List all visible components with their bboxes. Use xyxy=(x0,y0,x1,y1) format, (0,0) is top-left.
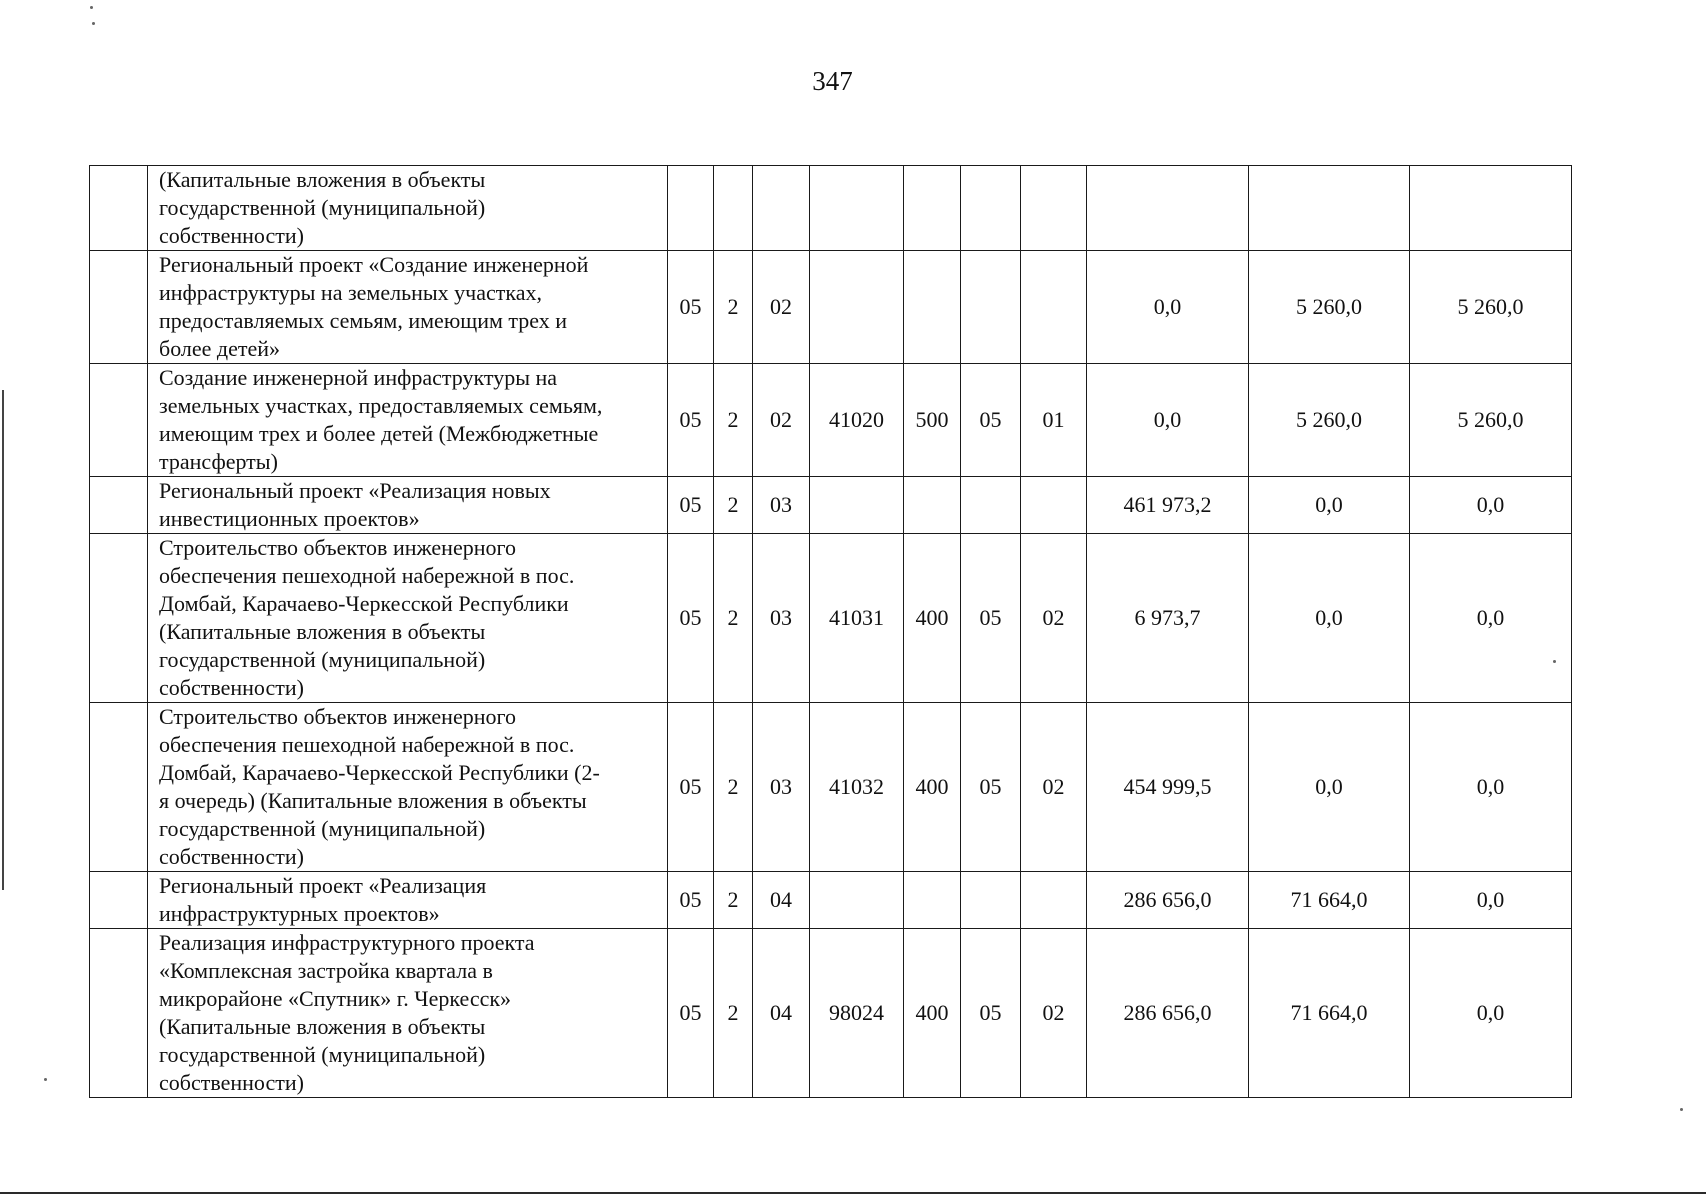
code-cell-c1: 05 xyxy=(668,364,714,477)
amount-cell-a3: 0,0 xyxy=(1410,703,1572,872)
item-name-line: Реализация инфраструктурного проекта xyxy=(159,930,535,955)
item-name-line: инфраструктурных проектов» xyxy=(159,901,440,926)
table-row xyxy=(90,166,1572,251)
row-number-cell xyxy=(90,534,148,703)
item-name-line: Региональный проект «Реализация новых xyxy=(159,478,551,503)
item-name-cell xyxy=(148,364,668,477)
item-name-line: более детей» xyxy=(159,336,281,361)
code-cell-c1: 05 xyxy=(668,703,714,872)
scan-speck xyxy=(90,6,93,9)
item-name-line: государственной (муниципальной) xyxy=(159,195,486,220)
item-name-line: микрорайоне «Спутник» г. Черкесск» xyxy=(159,986,512,1011)
amount-cell-a2: 0,0 xyxy=(1249,703,1410,872)
code-cell-c3: 03 xyxy=(753,703,810,872)
code-cell-c5: 500 xyxy=(904,364,961,477)
amount-cell-a3: 0,0 xyxy=(1410,929,1572,1098)
scan-margin-line xyxy=(2,390,4,890)
code-cell-c4 xyxy=(810,251,904,364)
item-name-cell xyxy=(148,166,668,251)
code-cell-c6 xyxy=(961,166,1021,251)
code-cell-c2: 2 xyxy=(714,251,753,364)
item-name-line: государственной (муниципальной) xyxy=(159,647,486,672)
code-cell-c5: 400 xyxy=(904,534,961,703)
item-name-line: Домбай, Карачаево-Черкесской Республики xyxy=(159,591,569,616)
code-cell-c2: 2 xyxy=(714,477,753,534)
amount-cell-a1: 286 656,0 xyxy=(1087,872,1249,929)
code-cell-c7: 02 xyxy=(1021,703,1087,872)
item-name-line: Домбай, Карачаево-Черкесской Республики (2- xyxy=(159,760,600,785)
code-cell-c3: 03 xyxy=(753,477,810,534)
code-cell-c2: 2 xyxy=(714,872,753,929)
code-cell-c3: 02 xyxy=(753,251,810,364)
item-name-cell xyxy=(148,703,668,872)
code-cell-c2: 2 xyxy=(714,364,753,477)
amount-cell-a2 xyxy=(1249,166,1410,251)
table-row xyxy=(90,364,1572,477)
code-cell-c5 xyxy=(904,166,961,251)
code-cell-c1: 05 xyxy=(668,929,714,1098)
code-cell-c4: 98024 xyxy=(810,929,904,1098)
amount-cell-a1: 0,0 xyxy=(1087,251,1249,364)
code-cell-c6: 05 xyxy=(961,364,1021,477)
code-cell-c3: 04 xyxy=(753,872,810,929)
item-name-cell xyxy=(148,872,668,929)
code-cell-c1: 05 xyxy=(668,251,714,364)
item-name-cell xyxy=(148,534,668,703)
budget-table xyxy=(89,165,1572,1098)
table-row xyxy=(90,703,1572,872)
code-cell-c5 xyxy=(904,477,961,534)
code-cell-c6: 05 xyxy=(961,929,1021,1098)
item-name-line: Строительство объектов инженерного xyxy=(159,704,516,729)
code-cell-c2 xyxy=(714,166,753,251)
amount-cell-a3: 0,0 xyxy=(1410,872,1572,929)
item-name-line: обеспечения пешеходной набережной в пос. xyxy=(159,563,575,588)
code-cell-c3 xyxy=(753,166,810,251)
item-name-line: Региональный проект «Создание инженерной xyxy=(159,252,589,277)
scan-speck xyxy=(44,1078,47,1081)
amount-cell-a1: 286 656,0 xyxy=(1087,929,1249,1098)
table-row xyxy=(90,534,1572,703)
item-name-line: собственности) xyxy=(159,844,304,869)
scan-speck xyxy=(92,22,95,25)
item-name-line: Региональный проект «Реализация xyxy=(159,873,487,898)
item-name-line: я очередь) (Капитальные вложения в объекты xyxy=(159,788,587,813)
row-number-cell xyxy=(90,166,148,251)
item-name-line: Строительство объектов инженерного xyxy=(159,535,516,560)
item-name-line: собственности) xyxy=(159,675,304,700)
row-number-cell xyxy=(90,872,148,929)
amount-cell-a2: 71 664,0 xyxy=(1249,872,1410,929)
code-cell-c7 xyxy=(1021,872,1087,929)
amount-cell-a2: 5 260,0 xyxy=(1249,364,1410,477)
item-name-line: обеспечения пешеходной набережной в пос. xyxy=(159,732,575,757)
row-number-cell xyxy=(90,364,148,477)
code-cell-c3: 03 xyxy=(753,534,810,703)
code-cell-c6: 05 xyxy=(961,703,1021,872)
code-cell-c6 xyxy=(961,872,1021,929)
item-name-line: собственности) xyxy=(159,223,304,248)
item-name-line: предоставляемых семьям, имеющим трех и xyxy=(159,308,568,333)
code-cell-c4: 41032 xyxy=(810,703,904,872)
item-name-line: государственной (муниципальной) xyxy=(159,816,486,841)
amount-cell-a3: 5 260,0 xyxy=(1410,364,1572,477)
amount-cell-a1: 0,0 xyxy=(1087,364,1249,477)
item-name-line: Создание инженерной инфраструктуры на xyxy=(159,365,558,390)
amount-cell-a3: 0,0 xyxy=(1410,534,1572,703)
item-name-line: трансферты) xyxy=(159,449,278,474)
code-cell-c7: 02 xyxy=(1021,929,1087,1098)
code-cell-c5 xyxy=(904,872,961,929)
code-cell-c2: 2 xyxy=(714,929,753,1098)
code-cell-c7: 02 xyxy=(1021,534,1087,703)
item-name-line: собственности) xyxy=(159,1070,304,1095)
amount-cell-a1 xyxy=(1087,166,1249,251)
item-name-cell xyxy=(148,251,668,364)
code-cell-c1: 05 xyxy=(668,534,714,703)
code-cell-c6 xyxy=(961,477,1021,534)
code-cell-c2: 2 xyxy=(714,534,753,703)
item-name-cell xyxy=(148,477,668,534)
code-cell-c4 xyxy=(810,477,904,534)
code-cell-c1 xyxy=(668,166,714,251)
scan-speck xyxy=(1553,660,1556,663)
item-name-line: (Капитальные вложения в объекты xyxy=(159,619,486,644)
code-cell-c5: 400 xyxy=(904,703,961,872)
amount-cell-a2: 5 260,0 xyxy=(1249,251,1410,364)
table-row xyxy=(90,872,1572,929)
code-cell-c7 xyxy=(1021,251,1087,364)
table-body xyxy=(90,166,1572,1098)
table-row xyxy=(90,477,1572,534)
item-name-line: инфраструктуры на земельных участках, xyxy=(159,280,543,305)
code-cell-c7 xyxy=(1021,166,1087,251)
code-cell-c3: 02 xyxy=(753,364,810,477)
amount-cell-a2: 0,0 xyxy=(1249,534,1410,703)
item-name-line: земельных участках, предоставляемых семьям, xyxy=(159,393,603,418)
code-cell-c1: 05 xyxy=(668,872,714,929)
code-cell-c3: 04 xyxy=(753,929,810,1098)
code-cell-c6 xyxy=(961,251,1021,364)
code-cell-c4 xyxy=(810,872,904,929)
item-name-line: «Комплексная застройка квартала в xyxy=(159,958,493,983)
item-name-line: государственной (муниципальной) xyxy=(159,1042,486,1067)
item-name-line: (Капитальные вложения в объекты xyxy=(159,167,486,192)
item-name-line: имеющим трех и более детей (Межбюджетные xyxy=(159,421,599,446)
row-number-cell xyxy=(90,251,148,364)
amount-cell-a3: 0,0 xyxy=(1410,477,1572,534)
code-cell-c5: 400 xyxy=(904,929,961,1098)
scan-speck xyxy=(1680,1108,1683,1111)
item-name-cell xyxy=(148,929,668,1098)
amount-cell-a3 xyxy=(1410,166,1572,251)
table-row xyxy=(90,251,1572,364)
item-name-line: (Капитальные вложения в объекты xyxy=(159,1014,486,1039)
code-cell-c7 xyxy=(1021,477,1087,534)
code-cell-c2: 2 xyxy=(714,703,753,872)
amount-cell-a3: 5 260,0 xyxy=(1410,251,1572,364)
scan-bottom-line xyxy=(0,1192,1706,1194)
code-cell-c7: 01 xyxy=(1021,364,1087,477)
code-cell-c6: 05 xyxy=(961,534,1021,703)
row-number-cell xyxy=(90,703,148,872)
page-number: 347 xyxy=(812,66,853,96)
code-cell-c5 xyxy=(904,251,961,364)
item-name-line: инвестиционных проектов» xyxy=(159,506,420,531)
table-row xyxy=(90,929,1572,1098)
amount-cell-a1: 454 999,5 xyxy=(1087,703,1249,872)
row-number-cell xyxy=(90,477,148,534)
amount-cell-a1: 6 973,7 xyxy=(1087,534,1249,703)
amount-cell-a2: 0,0 xyxy=(1249,477,1410,534)
amount-cell-a2: 71 664,0 xyxy=(1249,929,1410,1098)
code-cell-c4: 41031 xyxy=(810,534,904,703)
code-cell-c4 xyxy=(810,166,904,251)
row-number-cell xyxy=(90,929,148,1098)
code-cell-c4: 41020 xyxy=(810,364,904,477)
code-cell-c1: 05 xyxy=(668,477,714,534)
amount-cell-a1: 461 973,2 xyxy=(1087,477,1249,534)
